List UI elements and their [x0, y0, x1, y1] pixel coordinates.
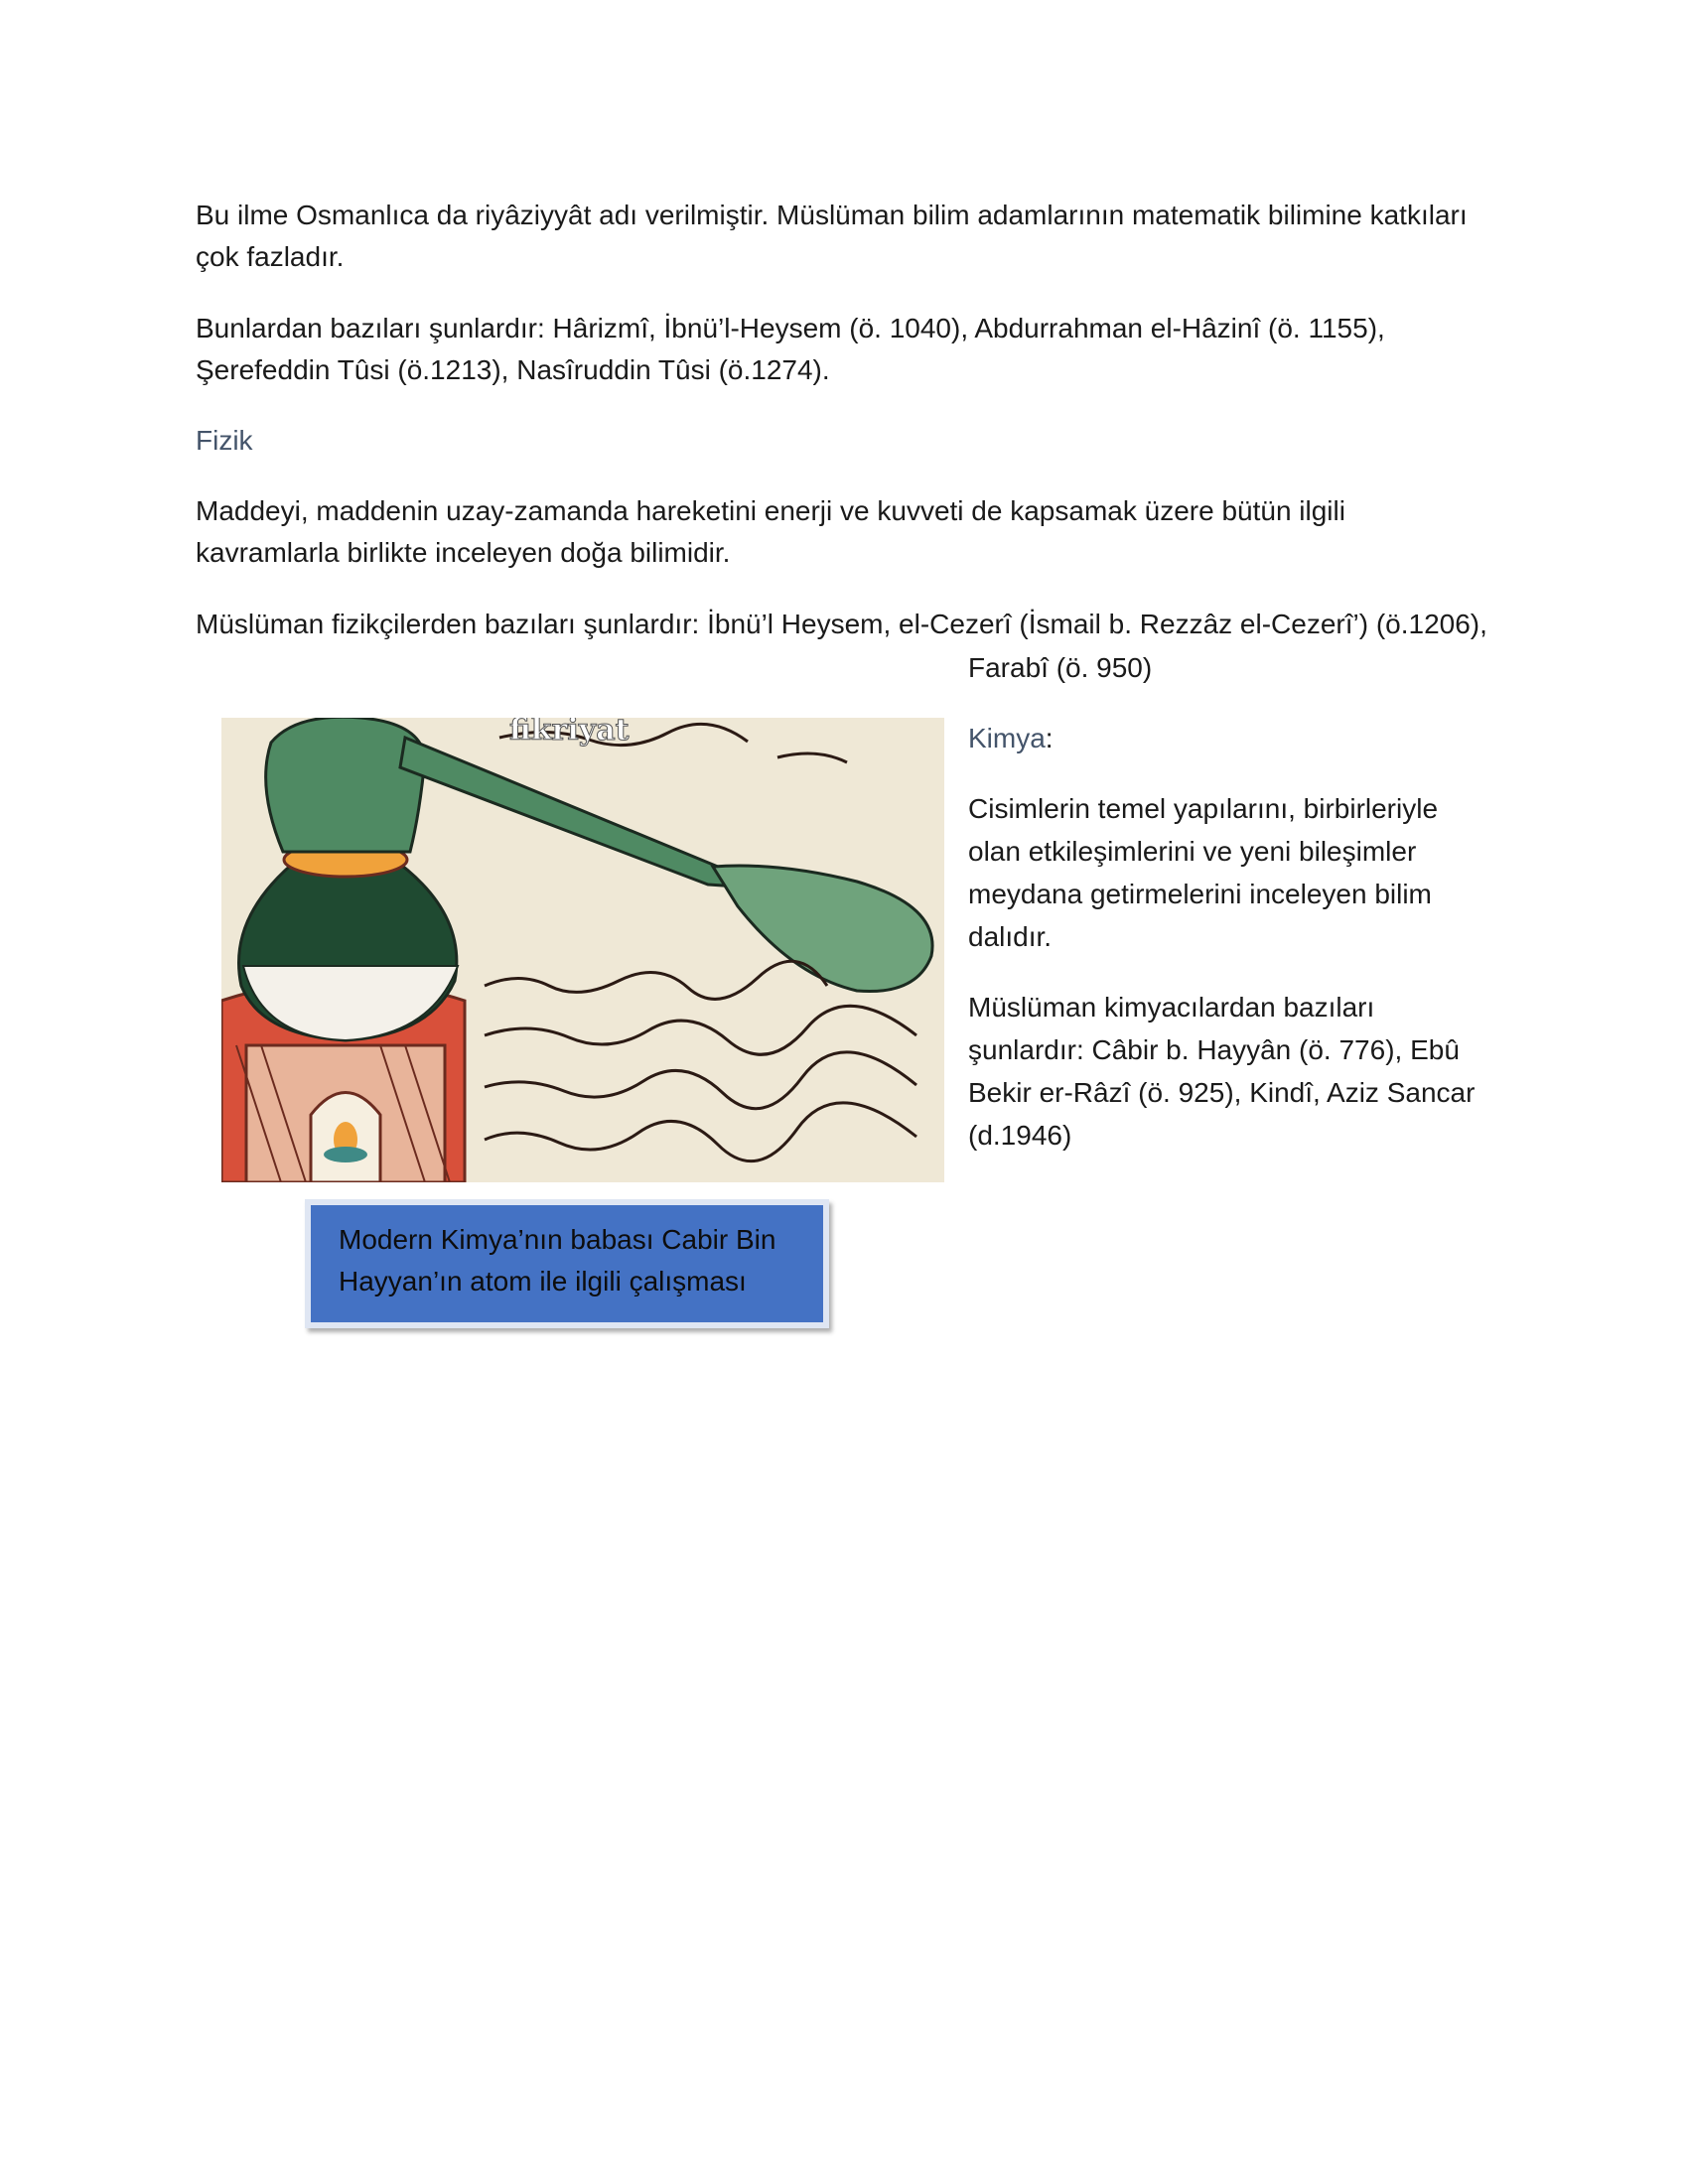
paragraph-kimyacilar: Müslüman kimyacılardan bazıları şunlardır: Câbir b. Hayyân (ö. 776), Ebû Bekir er-Râzî (ö. 925), Kindî, Aziz Sancar (d.1946): [968, 992, 1476, 1151]
paragraph-fizik-tanim: Maddeyi, maddenin uzay-zamanda hareketini enerji ve kuvveti de kapsamak üzere bütün ilgili kavramlarla birlikte inceleyen doğa bilimidir.: [196, 495, 1345, 568]
paragraph-fizikciler: Müslüman fizikçilerden bazıları şunlardır: İbnü’l Heysem, el-Cezerî (İsmail b. Rezzâz el-Cezerî’) (ö.1206),: [196, 609, 1487, 639]
watermark-text: fikriyat: [509, 718, 630, 748]
farabi-line: Farabî (ö. 950): [968, 652, 1153, 683]
kimya-heading-colon: :: [1045, 723, 1054, 753]
alembic-manuscript-image: [221, 718, 944, 1182]
heading-fizik: Fizik: [196, 425, 253, 456]
alembic-head: [266, 718, 425, 852]
alembic-illustration: [221, 718, 944, 1182]
heading-kimya: [968, 717, 1484, 759]
paragraph-riyaziyyat: Bu ilme Osmanlıca da riyâziyyât adı verilmiştir. Müslüman bilim adamlarının matematik bilimine katkıları çok fazladır.: [196, 200, 1468, 272]
paragraph-kimya-tanim: Cisimlerin temel yapılarını, birbirleriyle olan etkileşimlerini ve yeni bileşimler meydana getirmelerini inceleyen bilim dalıdır.: [968, 793, 1439, 952]
kimya-heading-text: Kimya: [968, 723, 1046, 753]
paragraph-matematikciler: Bunlardan bazıları şunlardır: Hârizmî, İbnü’l-Heysem (ö. 1040), Abdurrahman el-Hâzinî (ö. 1155), Şerefeddin Tûsi (ö.1213), Nasîruddin Tûsi (ö.1274).: [196, 313, 1385, 385]
image-caption-box: [305, 1199, 829, 1328]
image-caption-text: Modern Kimya’nın babası Cabir Bin Hayyan’ın atom ile ilgili çalışması: [339, 1224, 776, 1297]
